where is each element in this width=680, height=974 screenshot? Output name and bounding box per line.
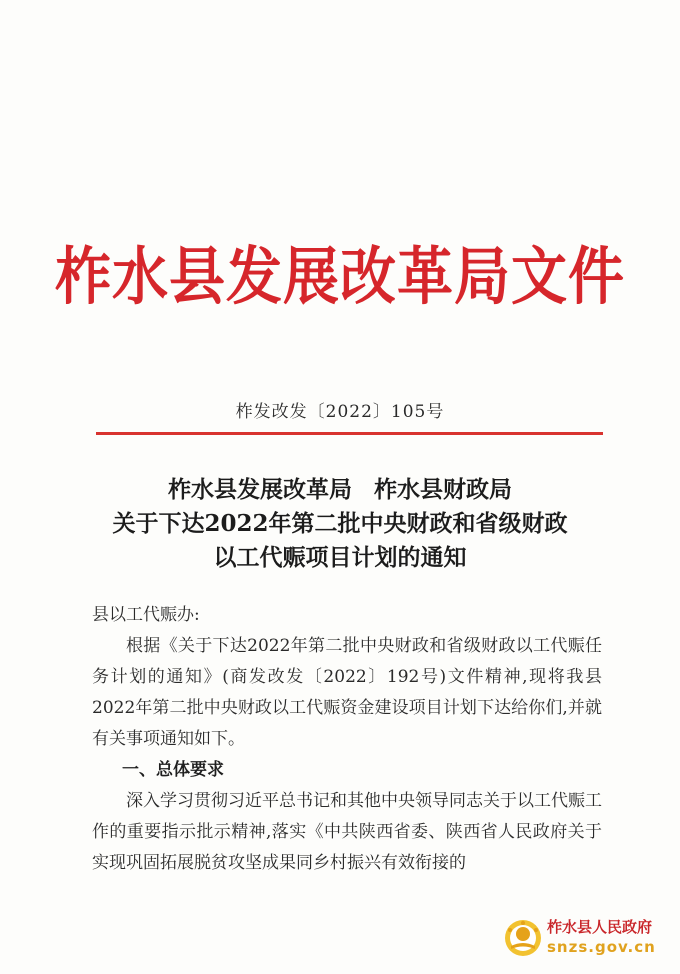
notice-title-issuers xyxy=(0,473,680,507)
document-body xyxy=(92,600,602,879)
notice-title-line-2: 关于下达2022年第二批中央财政和省级财政 xyxy=(112,510,568,537)
watermark-site-name: 柞水县人民政府 xyxy=(547,918,653,936)
notice-title-line-3: 以工代赈项目计划的通知 xyxy=(213,544,467,571)
issuer-finance-bureau: 柞水县财政局 xyxy=(374,476,512,503)
government-emblem-icon xyxy=(503,918,543,958)
site-watermark xyxy=(503,914,673,964)
body-paragraph: 深入学习贯彻习近平总书记和其他中央领导同志关于以工代赈工作的重要指示批示精神,落实《中共陕西省委、陕西省人民政府关于实现巩固拓展脱贫攻坚成果同乡村振兴有效衔接的 xyxy=(92,791,602,873)
red-separator-rule xyxy=(96,432,603,435)
document-number: 柞发改发〔2022〕105号 xyxy=(235,402,445,422)
notice-title xyxy=(0,473,680,575)
issuer-development-reform-bureau: 柞水县发展改革局 xyxy=(168,476,352,503)
salutation: 县以工代赈办: xyxy=(92,605,200,625)
section-heading: 一、总体要求 xyxy=(122,760,224,780)
document-header-title: 柞水县发展改革局文件 xyxy=(55,239,625,314)
body-paragraph: 根据《关于下达2022年第二批中央财政和省级财政以工代赈任务计划的通知》(商发改发〔2022〕192号)文件精神,现将我县2022年第二批中央财政以工代赈资金建设项目计划下达给你们,并就有关事项通知如下。 xyxy=(92,636,602,749)
watermark-site-url: snzs.gov.cn xyxy=(547,938,656,956)
